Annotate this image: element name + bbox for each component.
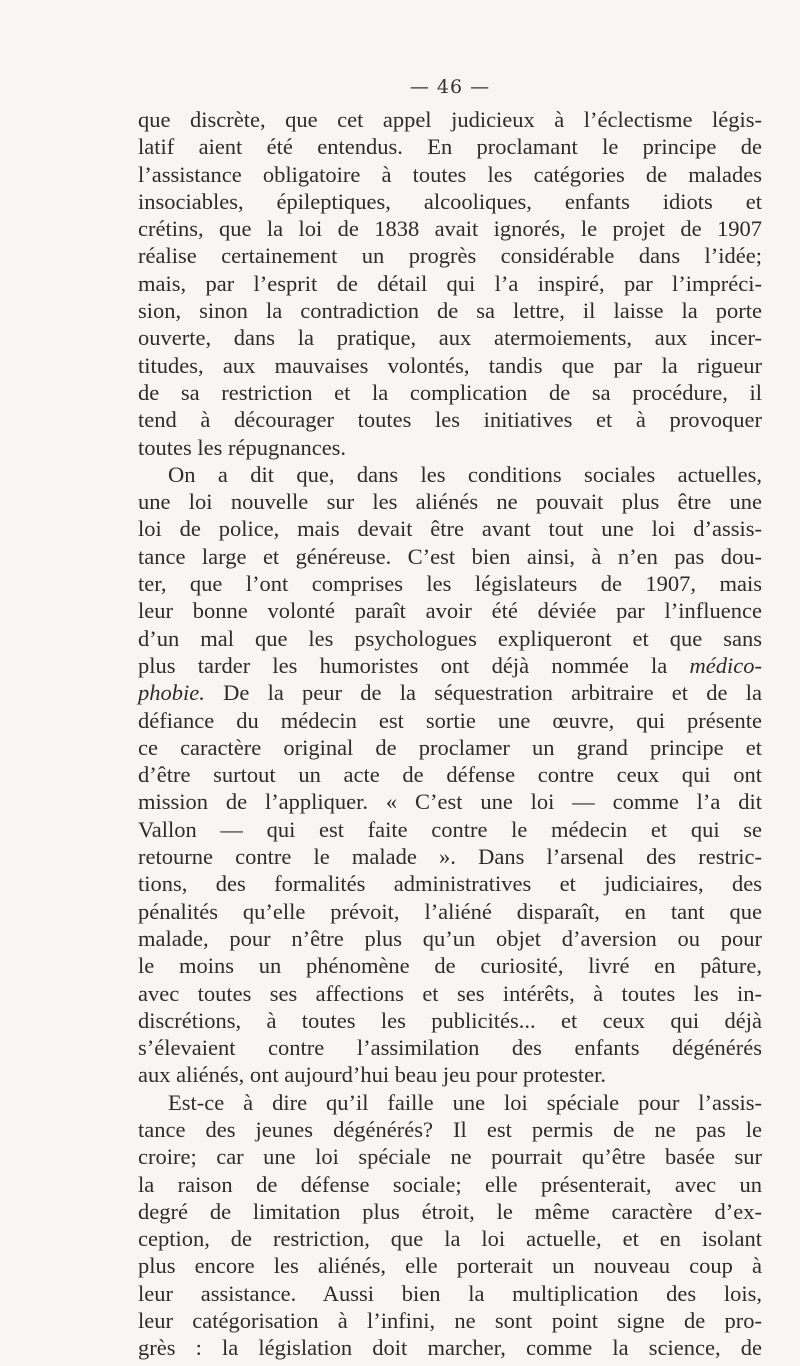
- text-line: [138, 734, 762, 761]
- line-text: sion, sinon la contradiction de sa lettre, il laisse la porte: [138, 298, 762, 324]
- line-text: Vallon — qui est faite contre le médecin et qui se: [138, 816, 762, 842]
- text-line: [138, 761, 762, 788]
- line-text: que discrète, que cet appel judicieux à l’éclectisme légis-: [138, 107, 762, 132]
- line-text: insociables, épileptiques, alcooliques, enfants idiots et: [138, 188, 762, 214]
- text-line: [138, 270, 762, 297]
- line-text: avec toutes ses affections et ses intérêts, à toutes les in-: [138, 980, 762, 1006]
- line-text: s’élevaient contre l’assimilation des enfants dégénérés: [138, 1035, 762, 1061]
- text-line: [138, 1334, 762, 1361]
- line-text: retourne contre le malade ». Dans l’arsenal des restric-: [138, 844, 762, 870]
- text-line: [138, 242, 762, 269]
- line-text: grès : la législation doit marcher, comme la science, de: [138, 1335, 762, 1361]
- text-line: [138, 652, 762, 679]
- line-text: la raison de défense sociale; elle présenterait, avec un: [138, 1171, 762, 1197]
- text-line: [138, 515, 762, 542]
- line-text: tend à décourager toutes les initiatives et à provoquer: [138, 407, 762, 433]
- text-line: [138, 1280, 762, 1307]
- line-text: mission de l’appliquer. « C’est une loi — comme l’a dit: [138, 789, 762, 815]
- line-text: leur assistance. Aussi bien la multiplication des lois,: [138, 1280, 762, 1306]
- text-line: [138, 925, 762, 952]
- text-line: [138, 679, 762, 706]
- text-line: [138, 406, 762, 433]
- text-line: [138, 352, 762, 379]
- line-text: tance large et généreuse. C’est bien ainsi, à n’en pas dou-: [138, 543, 762, 569]
- text-line: [138, 980, 762, 1007]
- line-text: d’un mal que les psychologues expliqueront et que sans: [138, 625, 762, 651]
- text-line: [138, 1061, 762, 1088]
- text-line: [138, 898, 762, 925]
- text-line: [138, 952, 762, 979]
- line-text: tions, des formalités administratives et judiciaires, des: [138, 871, 762, 897]
- line-text: d’être surtout un acte de défense contre ceux qui ont: [138, 762, 762, 788]
- line-text: tance des jeunes dégénérés? Il est permis de ne pas le: [138, 1116, 762, 1142]
- line-text: mais, par l’esprit de détail qui l’a inspiré, par l’impréci-: [138, 270, 762, 296]
- text-line: [138, 188, 762, 215]
- italic-term: phobie.: [138, 680, 205, 706]
- line-text: aux aliénés, ont aujourd’hui beau jeu pour protester.: [138, 1062, 606, 1088]
- text-line: [138, 625, 762, 652]
- line-text: ouverte, dans la pratique, aux atermoiements, aux incer-: [138, 325, 762, 351]
- italic-term: médico-: [689, 652, 762, 678]
- page-number: — 46 —: [409, 76, 491, 98]
- text-line: [138, 1225, 762, 1252]
- line-text: On a dit que, dans les conditions sociales actuelles,: [168, 461, 762, 487]
- line-text: latif aient été entendus. En proclamant le principe de: [138, 134, 762, 160]
- line-text: De la peur de la séquestration arbitraire et de la: [204, 680, 762, 706]
- line-text: croire; car une loi spéciale ne pourrait qu’être basée sur: [138, 1144, 762, 1170]
- line-text: ter, que l’ont comprises les législateurs de 1907, mais: [138, 571, 762, 597]
- line-text: crétins, que la loi de 1838 avait ignorés, le projet de 1907: [138, 216, 762, 242]
- line-text: de sa restriction et la complication de sa procédure, il: [138, 379, 762, 405]
- line-text: malade, pour n’être plus qu’un objet d’aversion ou pour: [138, 925, 762, 951]
- line-text: leur catégorisation à l’infini, ne sont point signe de pro-: [138, 1308, 762, 1334]
- text-line: [138, 597, 762, 624]
- text-line: [138, 1143, 762, 1170]
- line-text: leur bonne volonté paraît avoir été déviée par l’influence: [138, 598, 762, 624]
- text-line: [138, 434, 762, 461]
- line-text: ce caractère original de proclamer un grand principe et: [138, 734, 762, 760]
- text-line: [138, 1198, 762, 1225]
- body-text: [138, 106, 762, 1362]
- line-text: l’assistance obligatoire à toutes les catégories de malades: [138, 161, 762, 187]
- line-text: défiance du médecin est sortie une œuvre, qui présente: [138, 707, 762, 733]
- line-text: titudes, aux mauvaises volontés, tandis que par la rigueur: [138, 352, 762, 378]
- line-text: pénalités qu’elle prévoit, l’aliéné disparaît, en tant que: [138, 898, 762, 924]
- text-line: [138, 570, 762, 597]
- text-line: [138, 843, 762, 870]
- text-line: [138, 488, 762, 515]
- text-line: [138, 297, 762, 324]
- text-line: [138, 215, 762, 242]
- text-line: [138, 1252, 762, 1279]
- text-line: [138, 1116, 762, 1143]
- line-text: ception, de restriction, que la loi actuelle, et en isolant: [138, 1226, 762, 1252]
- text-line: [138, 106, 762, 133]
- line-text: loi de police, mais devait être avant tout une loi d’assis-: [138, 516, 762, 542]
- text-line: [138, 707, 762, 734]
- line-text: plus encore les aliénés, elle porterait un nouveau coup à: [138, 1253, 762, 1279]
- text-line: [138, 816, 762, 843]
- line-text: réalise certainement un progrès considérable dans l’idée;: [138, 243, 762, 269]
- text-line: [138, 1307, 762, 1334]
- text-line: [138, 324, 762, 351]
- text-line: [138, 1034, 762, 1061]
- line-text: discrétions, à toutes les publicités... et ceux qui déjà: [138, 1007, 762, 1033]
- line-text: degré de limitation plus étroit, le même caractère d’ex-: [138, 1198, 762, 1224]
- text-line: [138, 543, 762, 570]
- text-line: [138, 133, 762, 160]
- text-line: [138, 1089, 762, 1116]
- line-text: plus tarder les humoristes ont déjà nommée la: [138, 652, 668, 678]
- line-text: une loi nouvelle sur les aliénés ne pouvait plus être une: [138, 489, 762, 515]
- text-line: [138, 1007, 762, 1034]
- text-line: [138, 161, 762, 188]
- line-text: Est-ce à dire qu’il faille une loi spéciale pour l’assis-: [168, 1089, 762, 1115]
- text-line: [138, 461, 762, 488]
- text-line: [138, 379, 762, 406]
- line-text: le moins un phénomène de curiosité, livré en pâture,: [138, 953, 762, 979]
- text-line: [138, 788, 762, 815]
- text-line: [138, 870, 762, 897]
- line-text: toutes les répugnances.: [138, 434, 347, 460]
- text-line: [138, 1171, 762, 1198]
